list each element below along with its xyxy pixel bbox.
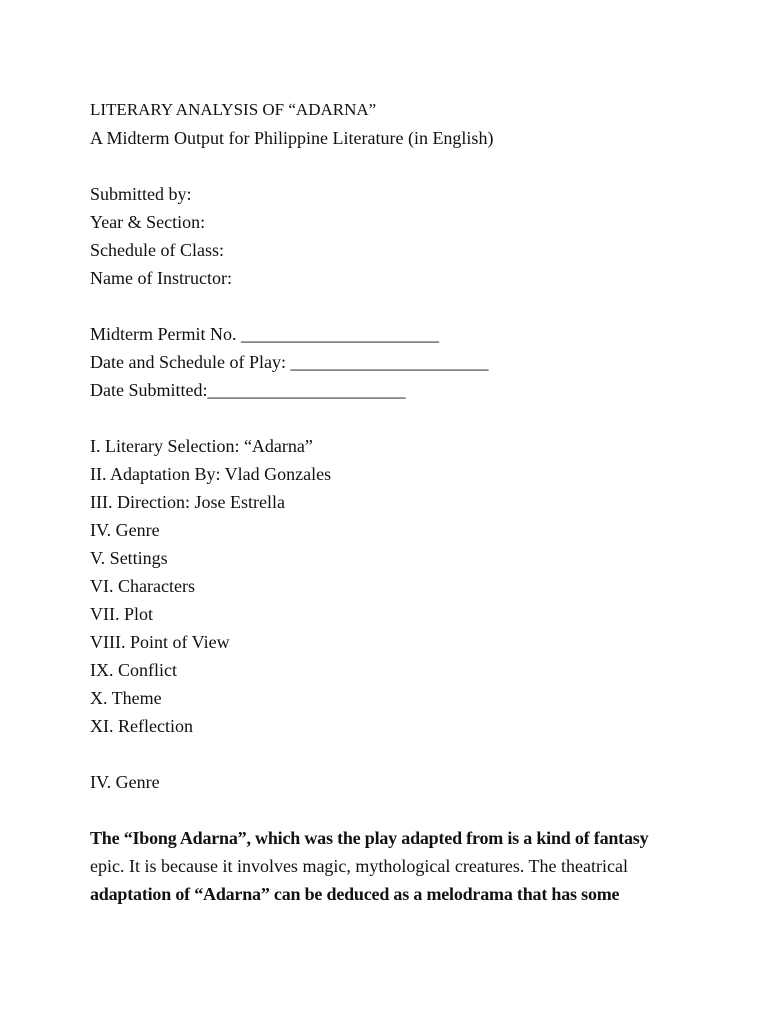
outline-item: X. Theme: [90, 688, 162, 708]
date-submitted-field: Date Submitted:______________________: [90, 380, 406, 400]
outline-item: VII. Plot: [90, 604, 153, 624]
outline-item: VIII. Point of View: [90, 632, 230, 652]
name-of-instructor-field: Name of Instructor:: [90, 268, 232, 288]
spacer: [90, 796, 690, 824]
paragraph-line: The “Ibong Adarna”, which was the play adapted from is a kind of fantasy: [90, 828, 649, 848]
spacer: [90, 152, 690, 180]
submitted-by-field: Submitted by:: [90, 184, 192, 204]
outline-item: IX. Conflict: [90, 660, 177, 680]
outline-item: V. Settings: [90, 548, 168, 568]
spacer: [90, 740, 690, 768]
section-heading: IV. Genre: [90, 772, 160, 792]
date-schedule-play-field: Date and Schedule of Play: ______________________: [90, 352, 489, 372]
genre-paragraph: [90, 824, 670, 908]
year-section-field: Year & Section:: [90, 212, 206, 232]
spacer: [90, 404, 690, 432]
outline-item: I. Literary Selection: “Adarna”: [90, 436, 313, 456]
paragraph-line: epic. It is because it involves magic, mythological creatures. The theatrical: [90, 856, 628, 876]
document-subtitle: A Midterm Output for Philippine Literature (in English): [90, 128, 494, 148]
outline-item: IV. Genre: [90, 520, 160, 540]
outline-item: II. Adaptation By: Vlad Gonzales: [90, 464, 332, 484]
paragraph-line: adaptation of “Adarna” can be deduced as a melodrama that has some: [90, 884, 620, 904]
midterm-permit-field: Midterm Permit No. ______________________: [90, 324, 439, 344]
outline-list: [90, 432, 690, 740]
spacer: [90, 292, 690, 320]
outline-item: VI. Characters: [90, 576, 195, 596]
schedule-of-class-field: Schedule of Class:: [90, 240, 224, 260]
document-page: [90, 96, 690, 908]
outline-item: XI. Reflection: [90, 716, 193, 736]
outline-item: III. Direction: Jose Estrella: [90, 492, 285, 512]
document-title: LITERARY ANALYSIS OF “ADARNA”: [90, 100, 377, 119]
